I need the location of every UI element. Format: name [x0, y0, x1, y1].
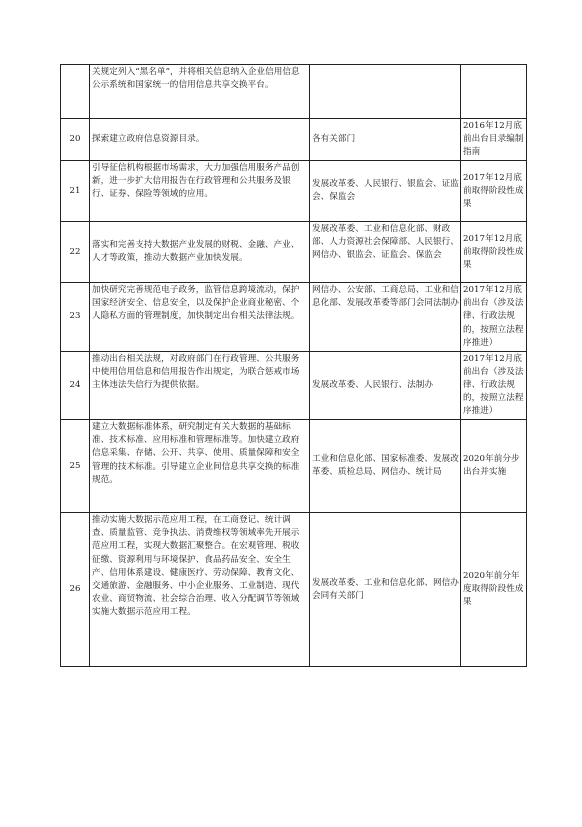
table-row	[61, 161, 527, 222]
responsible-departments: 发展改革委、工业和信息化部、财政部、人力资源社会保障部、人民银行、网信办、银监会、证监会、保监会	[310, 222, 461, 283]
row-number	[61, 65, 90, 119]
table-row	[61, 65, 527, 119]
task-description: 推动实施大数据示范应用工程，在工商登记、统计调查、质量监管、竞争执法、消费维权等领域率先开展示范应用工程，实现大数据汇聚整合。在宏观管理、税收征缴、资源利用与环境保护、食品药品安全、安全生产、信用体系建设、健康医疗、劳动保障、教育文化、交通旅游、金融服务、中小企业服务、工业制造、现代农业、商贸物流、社会综合治理、收入分配调节等领域实施大数据示范应用工程。	[90, 513, 310, 667]
table-row	[61, 513, 527, 667]
deadline: 2017年12月底前出台（涉及法律、行政法规的，按照立法程序推进）	[461, 351, 527, 419]
deadline: 2016年12月底前出台目录编制指南	[461, 119, 527, 161]
responsible-departments: 各有关部门	[310, 119, 461, 161]
task-description: 探索建立政府信息资源目录。	[90, 119, 310, 161]
table-row	[61, 351, 527, 419]
task-description: 引导征信机构根据市场需求，大力加强信用服务产品创新，进一步扩大信用报告在行政管理和公共服务及银行、证券、保险等领域的应用。	[90, 161, 310, 222]
responsible-departments: 发展改革委、人民银行、法制办	[310, 351, 461, 419]
task-description: 推动出台相关法规，对政府部门在行政管理、公共服务中使用信用信息和信用报告作出规定，为联合惩戒市场主体违法失信行为提供依据。	[90, 351, 310, 419]
deadline: 2017年12月底前取得阶段性成果	[461, 222, 527, 283]
table-row	[61, 420, 527, 513]
task-description: 加快研究完善规范电子政务，监管信息跨境流动，保护国家经济安全、信息安全，以及保护企业商业秘密、个人隐私方面的管理制度，加快制定出台相关法律法规。	[90, 283, 310, 351]
deadline	[461, 65, 527, 119]
responsible-departments: 工业和信息化部、国家标准委、发展改革委、质检总局、网信办、统计局	[310, 420, 461, 513]
row-number: 21	[61, 161, 90, 222]
responsible-departments: 网信办、公安部、工商总局、工业和信息化部、发展改革委等部门会同法制办	[310, 283, 461, 351]
deadline: 2017年12月底前取得阶段性成果	[461, 161, 527, 222]
row-number: 22	[61, 222, 90, 283]
table-row	[61, 222, 527, 283]
row-number: 23	[61, 283, 90, 351]
deadline: 2017年12月底前出台（涉及法律、行政法规的，按照立法程序推进）	[461, 283, 527, 351]
row-number: 20	[61, 119, 90, 161]
table-row	[61, 119, 527, 161]
row-number: 24	[61, 351, 90, 419]
responsible-departments: 发展改革委、工业和信息化部、网信办会同有关部门	[310, 513, 461, 667]
deadline: 2020年前分步出台并实施	[461, 420, 527, 513]
responsible-departments	[310, 65, 461, 119]
responsible-departments: 发展改革委、人民银行、银监会、证监会、保监会	[310, 161, 461, 222]
task-description: 建立大数据标准体系，研究制定有关大数据的基础标准、技术标准、应用标准和管理标准等。加快建立政府信息采集、存储、公开、共享、使用、质量保障和安全管理的技术标准。引导建立企业间信息共享交换的标准规范。	[90, 420, 310, 513]
deadline: 2020年前分年度取得阶段性成果	[461, 513, 527, 667]
task-description: 落实和完善支持大数据产业发展的财税、金融、产业、人才等政策，推动大数据产业加快发展。	[90, 222, 310, 283]
task-description: 关规定列入“黑名单”，并将相关信息纳入企业信用信息公示系统和国家统一的信用信息共享交换平台。	[90, 65, 310, 119]
row-number: 26	[61, 513, 90, 667]
task-table	[60, 64, 527, 667]
row-number: 25	[61, 420, 90, 513]
table-row	[61, 283, 527, 351]
